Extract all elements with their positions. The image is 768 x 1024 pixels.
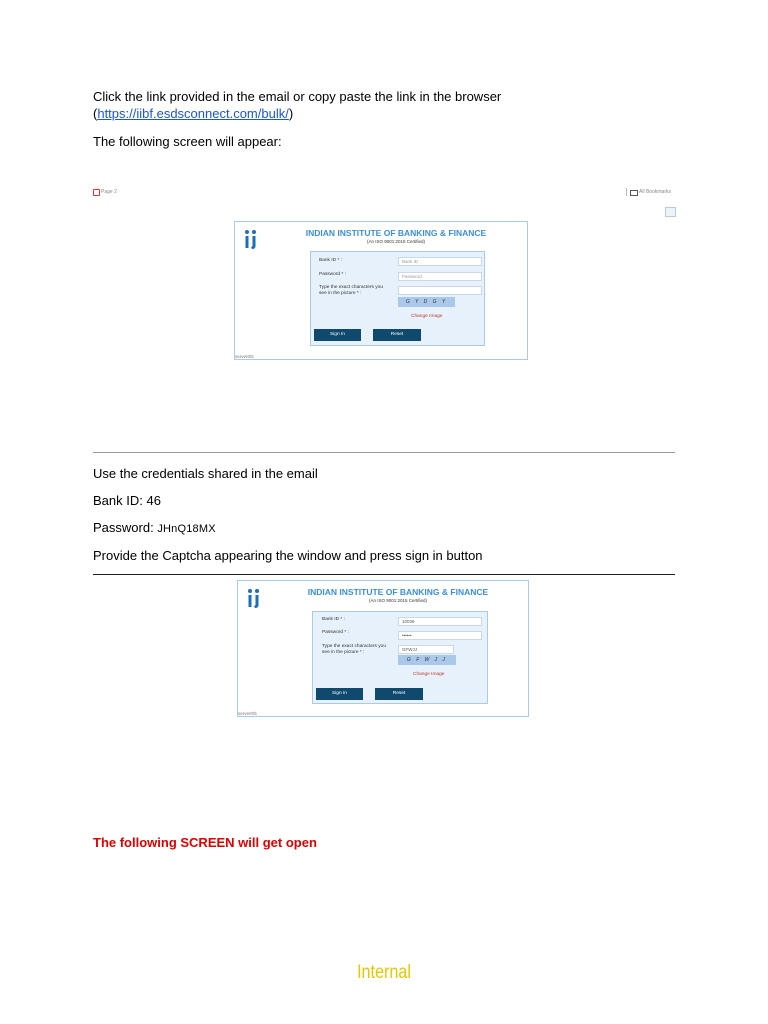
password-value: JHnQ18MX: [157, 523, 216, 535]
next-screen-text: The following SCREEN will get open: [93, 835, 317, 850]
footer-classification: Internal: [357, 962, 411, 983]
iibf-bulk-link[interactable]: https://iibf.esdsconnect.com/bulk/: [97, 106, 289, 121]
reset-button[interactable]: Reset: [375, 688, 423, 700]
login-screenshot-2: [237, 580, 529, 717]
captcha-label: Type the exact characters you see in the picture * :: [322, 644, 386, 655]
password-text: Password:: [93, 520, 158, 535]
reset-button[interactable]: Reset: [373, 329, 421, 341]
captcha-input[interactable]: GFWJJ: [398, 645, 454, 654]
password-line: [93, 519, 216, 538]
password-label: Password * :: [319, 272, 346, 277]
change-image-link[interactable]: Change Image: [413, 672, 445, 677]
pdf-tab-icon: [93, 189, 100, 196]
bookmarks-label: All Bookmarks: [639, 189, 671, 195]
browser-strip: [93, 188, 675, 200]
login-panel: [310, 251, 485, 346]
bank-id-label: Bank ID * :: [322, 617, 345, 622]
sign-in-button[interactable]: Sign In: [314, 329, 361, 341]
institute-title: INDIAN INSTITUTE OF BANKING & FINANCE: [305, 228, 487, 238]
intro-line: [93, 88, 501, 122]
strip-divider: [626, 188, 627, 196]
captcha-label: Type the exact characters you see in the picture * :: [319, 285, 383, 296]
folder-icon: [630, 190, 638, 196]
use-credentials-text: Use the credentials shared in the email: [93, 466, 318, 481]
password-input[interactable]: Password: [398, 272, 482, 281]
paren-close: ): [288, 106, 294, 121]
captcha-image: G Y D G Y: [398, 297, 455, 307]
sign-in-button[interactable]: Sign In: [316, 688, 363, 700]
bank-id-label: Bank ID * :: [319, 258, 342, 263]
extension-icon: [665, 207, 676, 217]
captcha-input[interactable]: [398, 286, 482, 295]
password-label: Password * :: [322, 630, 349, 635]
captcha-instruction-text: Provide the Captcha appearing the window and press sign in button: [93, 548, 483, 563]
server-label: server0/5: [235, 354, 254, 359]
change-image-link[interactable]: Change Image: [411, 314, 443, 319]
iso-subtitle: (An ISO 9001:2015 Certified): [366, 239, 426, 244]
login-panel: [312, 611, 488, 704]
intro-text: Click the link provided in the email or copy paste the link in the browser: [93, 89, 502, 104]
screen-appear-text: The following screen will appear:: [93, 134, 282, 149]
tab-label: Page 2: [101, 189, 117, 195]
divider-line: [93, 452, 675, 453]
bank-id-text: Bank ID: 46: [93, 493, 161, 508]
bank-id-input[interactable]: Bank ID: [398, 257, 482, 266]
server-label: server0/5: [238, 711, 257, 716]
login-screenshot-1: [234, 221, 528, 360]
paren-open: (: [93, 106, 98, 121]
institute-title: INDIAN INSTITUTE OF BANKING & FINANCE: [307, 587, 489, 597]
bank-id-input[interactable]: 10039: [398, 617, 482, 626]
divider-line: [93, 574, 675, 575]
password-input[interactable]: ••••••: [398, 631, 482, 640]
captcha-image: G F W J J: [398, 655, 456, 665]
iso-subtitle: (An ISO 9001:2015 Certified): [368, 598, 428, 603]
